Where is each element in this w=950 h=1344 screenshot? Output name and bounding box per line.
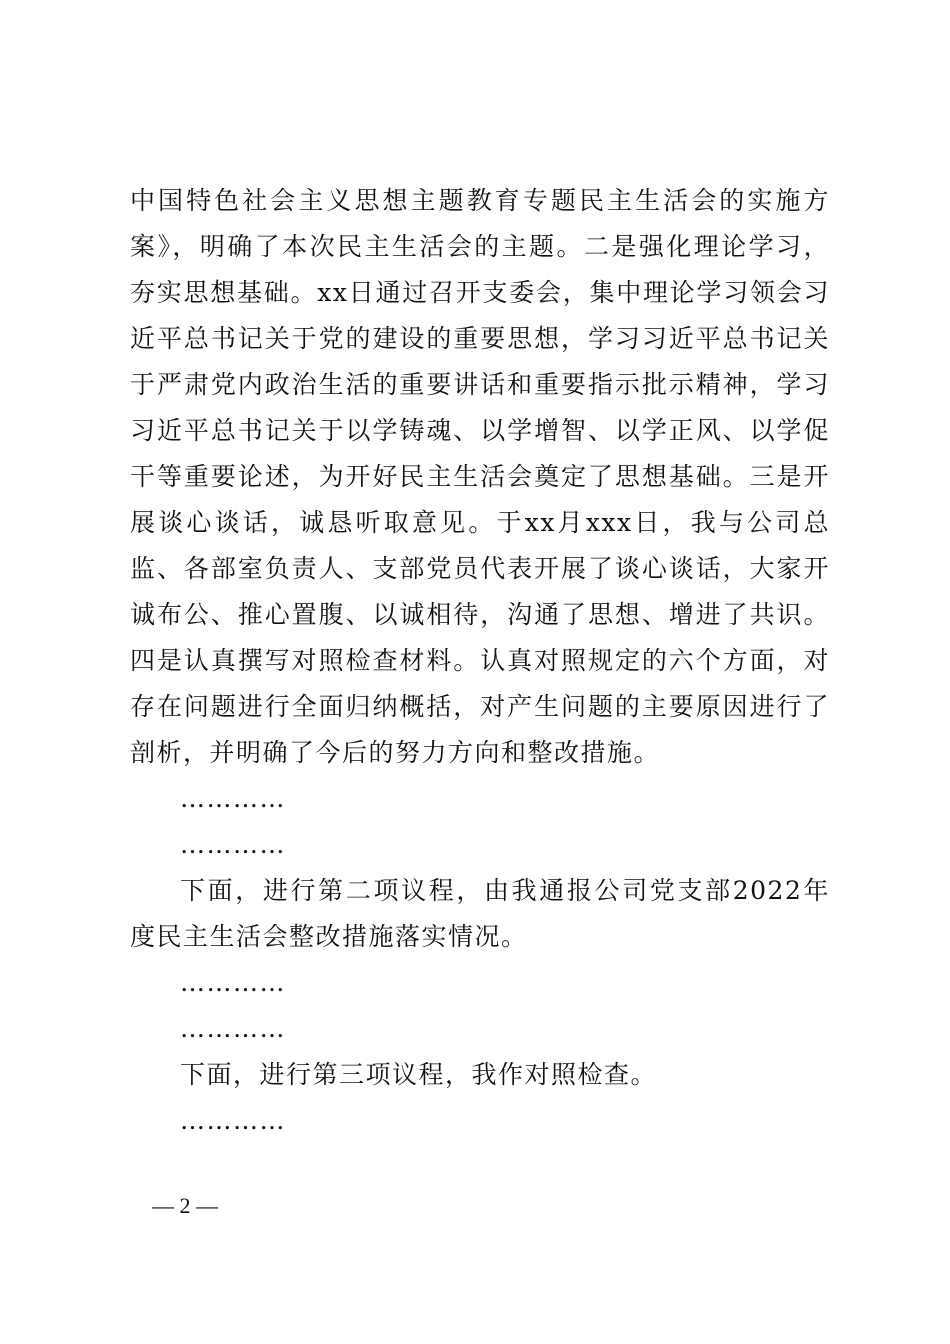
document-body	[130, 178, 830, 1144]
ellipsis-line: …………	[180, 830, 286, 859]
ellipsis-line: …………	[180, 1106, 286, 1135]
paragraph-continuation: 中国特色社会主义思想主题教育专题民主生活会的实施方案》，明确了本次民主生活会的主题。二是强化理论学习，夯实思想基础。xx日通过召开支委会，集中理论学习领会习近平总书记关于党的建设的重要思想，学习习近平总书记关于严肃党内政治生活的重要讲话和重要指示批示精神，学习习近平总书记关于以学铸魂、以学增智、以学正风、以学促干等重要论述，为开好民主生活会奠定了思想基础。三是开展谈心谈话，诚恳听取意见。于xx月xxx日，我与公司总监、各部室负责人、支部党员代表开展了谈心谈话，大家开诚布公、推心置腹、以诚相待，沟通了思想、增进了共识。四是认真撰写对照检查材料。认真对照规定的六个方面，对存在问题进行全面归纳概括，对产生问题的主要原因进行了剖析，并明确了今后的努力方向和整改措施。	[130, 186, 830, 767]
ellipsis-line: …………	[180, 968, 286, 997]
page-number: — 2 —	[152, 1193, 218, 1218]
ellipsis-line: …………	[180, 784, 286, 813]
paragraph-agenda-item-2: 下面，进行第二项议程，由我通报公司党支部2022年度民主生活会整改措施落实情况。	[130, 876, 830, 951]
paragraph-agenda-item-3: 下面，进行第三项议程，我作对照检查。	[180, 1060, 658, 1089]
ellipsis-line: …………	[180, 1014, 286, 1043]
